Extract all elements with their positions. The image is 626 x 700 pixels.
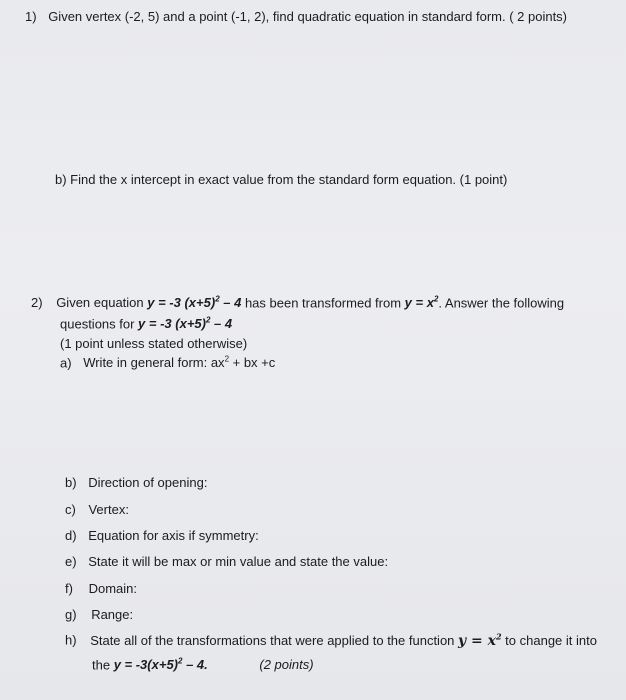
q2-part-e-label: e) bbox=[65, 554, 77, 569]
q2-part-b bbox=[65, 475, 207, 490]
q2-part-h bbox=[65, 631, 597, 649]
q2-part-b-label: b) bbox=[65, 475, 77, 490]
q2-intro-pre: Given equation bbox=[56, 295, 148, 311]
q2-intro-from-equation: $y = x^2$ bbox=[404, 295, 439, 311]
q2-intro-line-1 bbox=[31, 295, 564, 310]
q2-part-a-text: Write in general form: $ax^2$ + bx +c bbox=[83, 355, 276, 371]
q2-intro-post: . Answer the following bbox=[438, 295, 565, 311]
q2-intro-line-3 bbox=[60, 336, 247, 351]
q2-part-c-label: c) bbox=[65, 502, 76, 517]
q2-part-h-label: h) bbox=[65, 632, 77, 648]
q2-number: 2) bbox=[31, 295, 43, 311]
q2-part-h-line2-pre: the bbox=[92, 657, 114, 673]
q2-part-d-text: Equation for axis if symmetry: bbox=[88, 528, 259, 543]
q2-part-b-text: Direction of opening: bbox=[88, 475, 208, 490]
q2-part-f bbox=[65, 581, 137, 596]
q2-intro-equation: y = -3 $(x+5)^2 - 4$ bbox=[147, 295, 242, 311]
q2-part-d bbox=[65, 528, 259, 543]
q2-part-h-line-2 bbox=[92, 657, 314, 672]
q2-part-e-text: State it will be max or min value and state the value: bbox=[88, 554, 389, 569]
q2-part-d-label: d) bbox=[65, 528, 77, 543]
q2-part-e bbox=[65, 554, 388, 569]
q2-part-a bbox=[60, 355, 275, 370]
q2-part-f-text: Domain: bbox=[88, 581, 137, 596]
q1-part-b-text: b) Find the x intercept in exact value from the standard form equation. (1 point) bbox=[55, 172, 508, 187]
q2-part-g bbox=[65, 607, 133, 622]
q2-part-h-points: (2 points) bbox=[259, 657, 314, 673]
q1-heading bbox=[25, 9, 567, 24]
q2-points-note: (1 point unless stated otherwise) bbox=[60, 336, 248, 351]
q2-part-f-label: f) bbox=[65, 581, 73, 596]
q1-part-b bbox=[55, 172, 507, 187]
bleed-through-1 bbox=[90, 38, 94, 52]
q2-part-a-label: a) bbox=[60, 355, 72, 371]
q2-line2-equation: y = -3 $(x+5)^2 - 4$ bbox=[138, 316, 233, 332]
q2-part-g-label: g) bbox=[65, 607, 77, 622]
q2-part-c-text: Vertex: bbox=[88, 502, 129, 517]
q2-part-h-text: State all of the transformations that were applied to the function $y = x^2$ to change it into bbox=[90, 631, 597, 649]
q1-number: 1) bbox=[25, 9, 37, 24]
q2-line2-pre: questions for bbox=[60, 316, 139, 332]
q2-part-g-text: Range: bbox=[91, 607, 134, 622]
q1-text: Given vertex (-2, 5) and a point (-1, 2), find quadratic equation in standard form. ( 2 points) bbox=[48, 9, 568, 24]
q2-intro-line-2 bbox=[60, 316, 232, 331]
q2-intro-mid: has been transformed from bbox=[241, 295, 405, 311]
q2-part-c bbox=[65, 502, 129, 517]
q2-part-h-target-equation: $y = -3(x+5)^2 - 4$. bbox=[113, 657, 208, 673]
